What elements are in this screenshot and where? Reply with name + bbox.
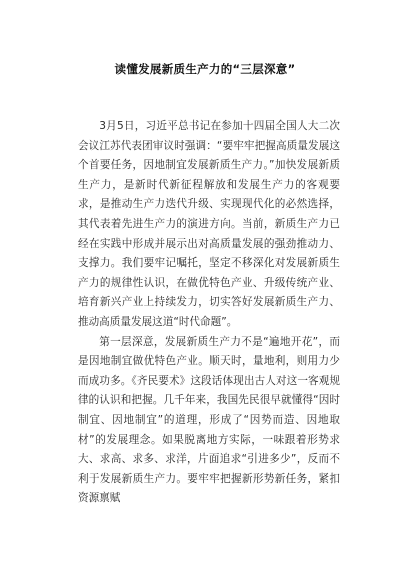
paragraph: 第一层深意，发展新质生产力不是“遍地开花”，而是因地制宜做优特色产业。顺天时，量地利，则用力少而成功多。《齐民要术》这段话体现出古人对这一客观规律的认识和把握。几千年来，我国先民很早就懂得“因时制宜、因地制宜”的道理，形成了“因势而造、因地取材”的发展理念。如果脱离地方实际，一味跟着形势求大、求高、求多、求洋，片面追求“引进多少”，反而不利于发展新质生产力。要牢牢把握新形势新任务，紧扣资源禀赋 xyxy=(78,335,340,505)
paragraph: 3月5日，习近平总书记在参加十四届全国人大二次会议江苏代表团审议时强调：“要牢牢把握高质量发展这个首要任务，因地制宜发展新质生产力。”加快发展新质生产力，是新时代新征程解放和发展生产力的客观要求，是推动生产力迭代升级、实现现代化的必然选择，其代表着先进生产力的演进方向。当前，新质生产力已经在实践中形成并展示出对高质量发展的强劲推动力、支撑力。我们要牢记嘱托，坚定不移深化对发展新质生产力的规律性认识，在做优特色产业、升级传统产业、培育新兴产业上持续发力，切实答好发展新质生产力、推动高质量发展这道“时代命题”。 xyxy=(78,120,340,328)
document-body xyxy=(78,117,340,509)
document-title: 读懂发展新质生产力的“三层深意” xyxy=(114,62,296,76)
